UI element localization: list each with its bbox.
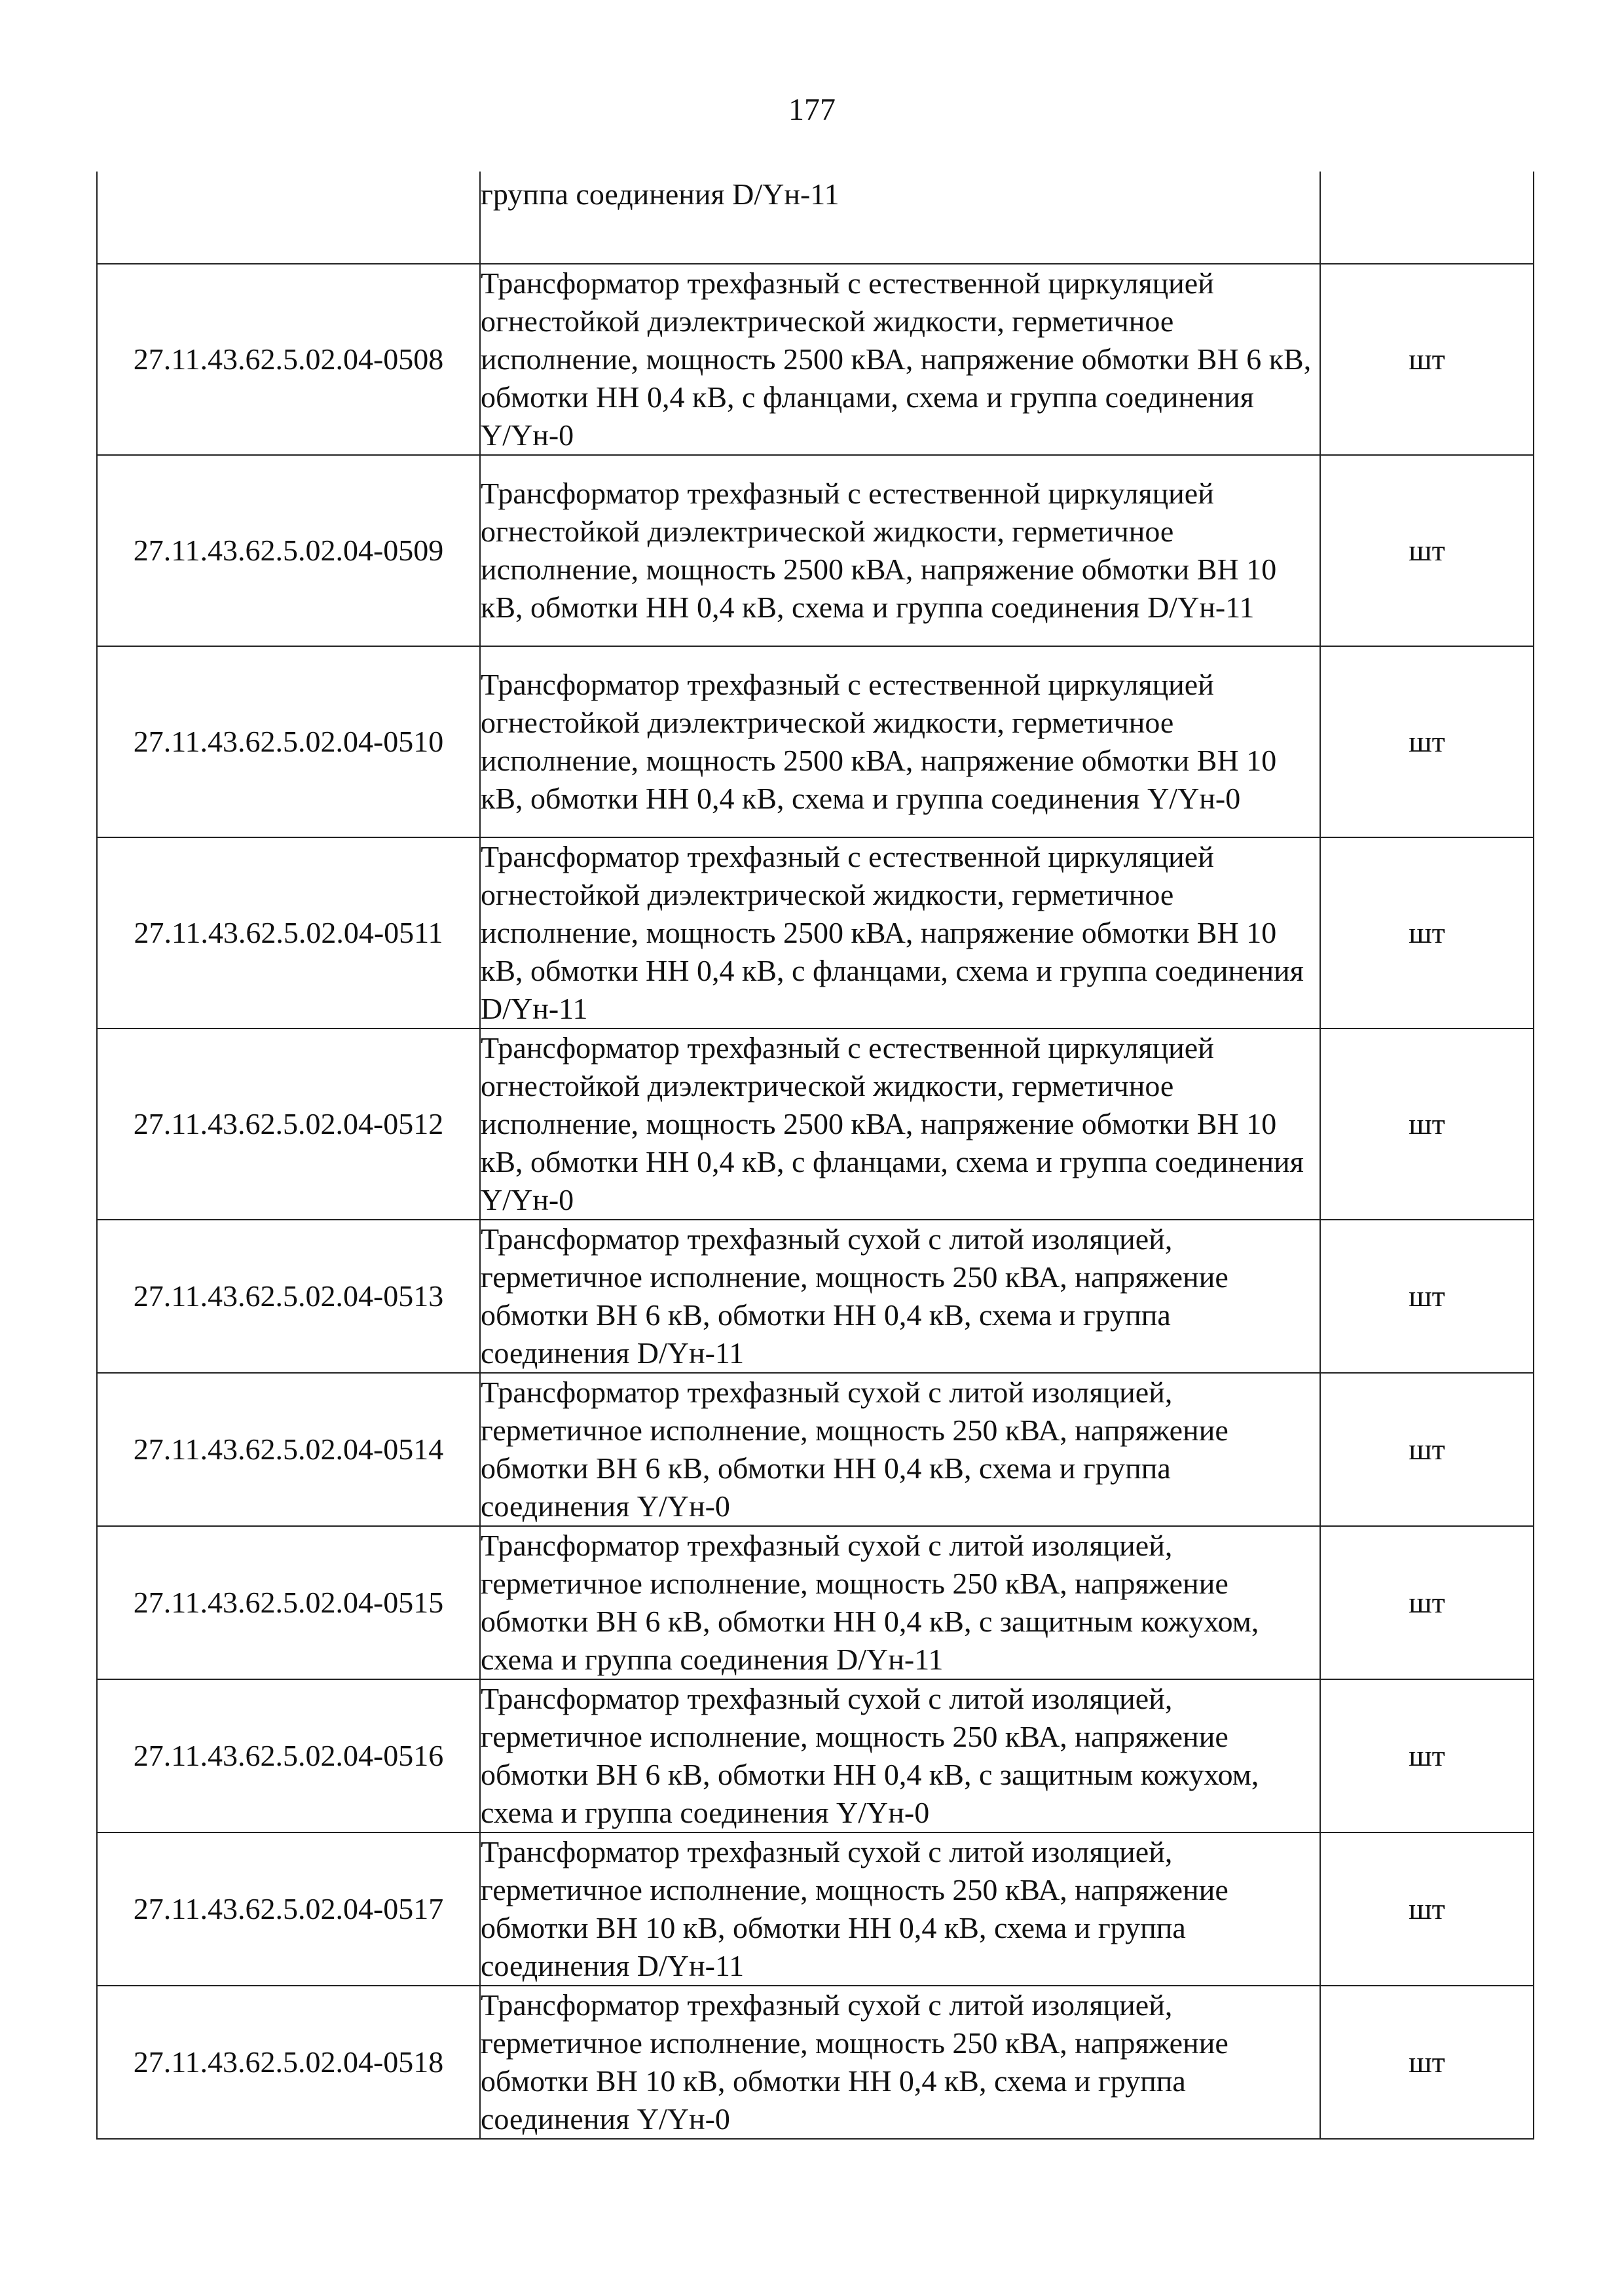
table-row [97, 455, 1534, 646]
code-cell: 27.11.43.62.5.02.04-0515 [97, 1526, 480, 1679]
unit-cell: шт [1320, 1526, 1534, 1679]
code-cell [97, 172, 480, 264]
table-row [97, 1029, 1534, 1220]
table-row-continuation [97, 172, 1534, 264]
code-cell: 27.11.43.62.5.02.04-0508 [97, 264, 480, 455]
code-cell: 27.11.43.62.5.02.04-0509 [97, 455, 480, 646]
description-cell: Трансформатор трехфазный с естественной циркуляцией огнестойкой диэлектрической жидкости, герметичное исполнение, мощность 2500 кВА, напряжение обмотки ВН 10 кВ, обмотки НН 0,4 кВ, с фланцами, схема и группа соединения Y/Yн-0 [480, 1029, 1320, 1220]
table-row [97, 1679, 1534, 1832]
unit-cell: шт [1320, 1220, 1534, 1373]
table-row [97, 1526, 1534, 1679]
description-cell: Трансформатор трехфазный сухой с литой изоляцией, герметичное исполнение, мощность 250 кВА, напряжение обмотки ВН 10 кВ, обмотки НН 0,4 кВ, схема и группа соединения D/Yн-11 [480, 1832, 1320, 1986]
table-row [97, 1832, 1534, 1986]
unit-cell: шт [1320, 1986, 1534, 2139]
table-row [97, 1220, 1534, 1373]
code-cell: 27.11.43.62.5.02.04-0518 [97, 1986, 480, 2139]
page-number: 177 [788, 92, 836, 127]
description-cell: Трансформатор трехфазный с естественной циркуляцией огнестойкой диэлектрической жидкости, герметичное исполнение, мощность 2500 кВА, напряжение обмотки ВН 6 кВ, обмотки НН 0,4 кВ, с фланцами, схема и группа соединения Y/Yн-0 [480, 264, 1320, 455]
code-cell: 27.11.43.62.5.02.04-0512 [97, 1029, 480, 1220]
unit-cell: шт [1320, 455, 1534, 646]
description-cell: Трансформатор трехфазный сухой с литой изоляцией, герметичное исполнение, мощность 250 кВА, напряжение обмотки ВН 6 кВ, обмотки НН 0,4 кВ, схема и группа соединения D/Yн-11 [480, 1220, 1320, 1373]
code-cell: 27.11.43.62.5.02.04-0511 [97, 837, 480, 1029]
code-cell: 27.11.43.62.5.02.04-0510 [97, 646, 480, 837]
description-cell: Трансформатор трехфазный сухой с литой изоляцией, герметичное исполнение, мощность 250 кВА, напряжение обмотки ВН 6 кВ, обмотки НН 0,4 кВ, схема и группа соединения Y/Yн-0 [480, 1373, 1320, 1526]
table-row [97, 1373, 1534, 1526]
resource-table [96, 172, 1534, 2140]
code-cell: 27.11.43.62.5.02.04-0516 [97, 1679, 480, 1832]
unit-cell: шт [1320, 1832, 1534, 1986]
code-cell: 27.11.43.62.5.02.04-0517 [97, 1832, 480, 1986]
description-cell: Трансформатор трехфазный сухой с литой изоляцией, герметичное исполнение, мощность 250 кВА, напряжение обмотки ВН 6 кВ, обмотки НН 0,4 кВ, с защитным кожухом, схема и группа соединения Y/Yн-0 [480, 1679, 1320, 1832]
description-cell: Трансформатор трехфазный сухой с литой изоляцией, герметичное исполнение, мощность 250 кВА, напряжение обмотки ВН 6 кВ, обмотки НН 0,4 кВ, с защитным кожухом, схема и группа соединения D/Yн-11 [480, 1526, 1320, 1679]
unit-cell: шт [1320, 1679, 1534, 1832]
unit-cell: шт [1320, 1029, 1534, 1220]
unit-cell: шт [1320, 837, 1534, 1029]
unit-cell: шт [1320, 646, 1534, 837]
description-cell: Трансформатор трехфазный с естественной циркуляцией огнестойкой диэлектрической жидкости, герметичное исполнение, мощность 2500 кВА, напряжение обмотки ВН 10 кВ, обмотки НН 0,4 кВ, схема и группа соединения D/Yн-11 [480, 455, 1320, 646]
code-cell: 27.11.43.62.5.02.04-0513 [97, 1220, 480, 1373]
description-cell: Трансформатор трехфазный с естественной циркуляцией огнестойкой диэлектрической жидкости, герметичное исполнение, мощность 2500 кВА, напряжение обмотки ВН 10 кВ, обмотки НН 0,4 кВ, схема и группа соединения Y/Yн-0 [480, 646, 1320, 837]
table-row [97, 264, 1534, 455]
description-cell: Трансформатор трехфазный с естественной циркуляцией огнестойкой диэлектрической жидкости, герметичное исполнение, мощность 2500 кВА, напряжение обмотки ВН 10 кВ, обмотки НН 0,4 кВ, с фланцами, схема и группа соединения D/Yн-11 [480, 837, 1320, 1029]
unit-cell: шт [1320, 264, 1534, 455]
table-row [97, 1986, 1534, 2139]
table-row [97, 646, 1534, 837]
description-cell: Трансформатор трехфазный сухой с литой изоляцией, герметичное исполнение, мощность 250 кВА, напряжение обмотки ВН 10 кВ, обмотки НН 0,4 кВ, схема и группа соединения Y/Yн-0 [480, 1986, 1320, 2139]
table-row [97, 837, 1534, 1029]
code-cell: 27.11.43.62.5.02.04-0514 [97, 1373, 480, 1526]
unit-cell: шт [1320, 1373, 1534, 1526]
description-cell: группа соединения D/Yн-11 [480, 172, 1320, 264]
unit-cell [1320, 172, 1534, 264]
